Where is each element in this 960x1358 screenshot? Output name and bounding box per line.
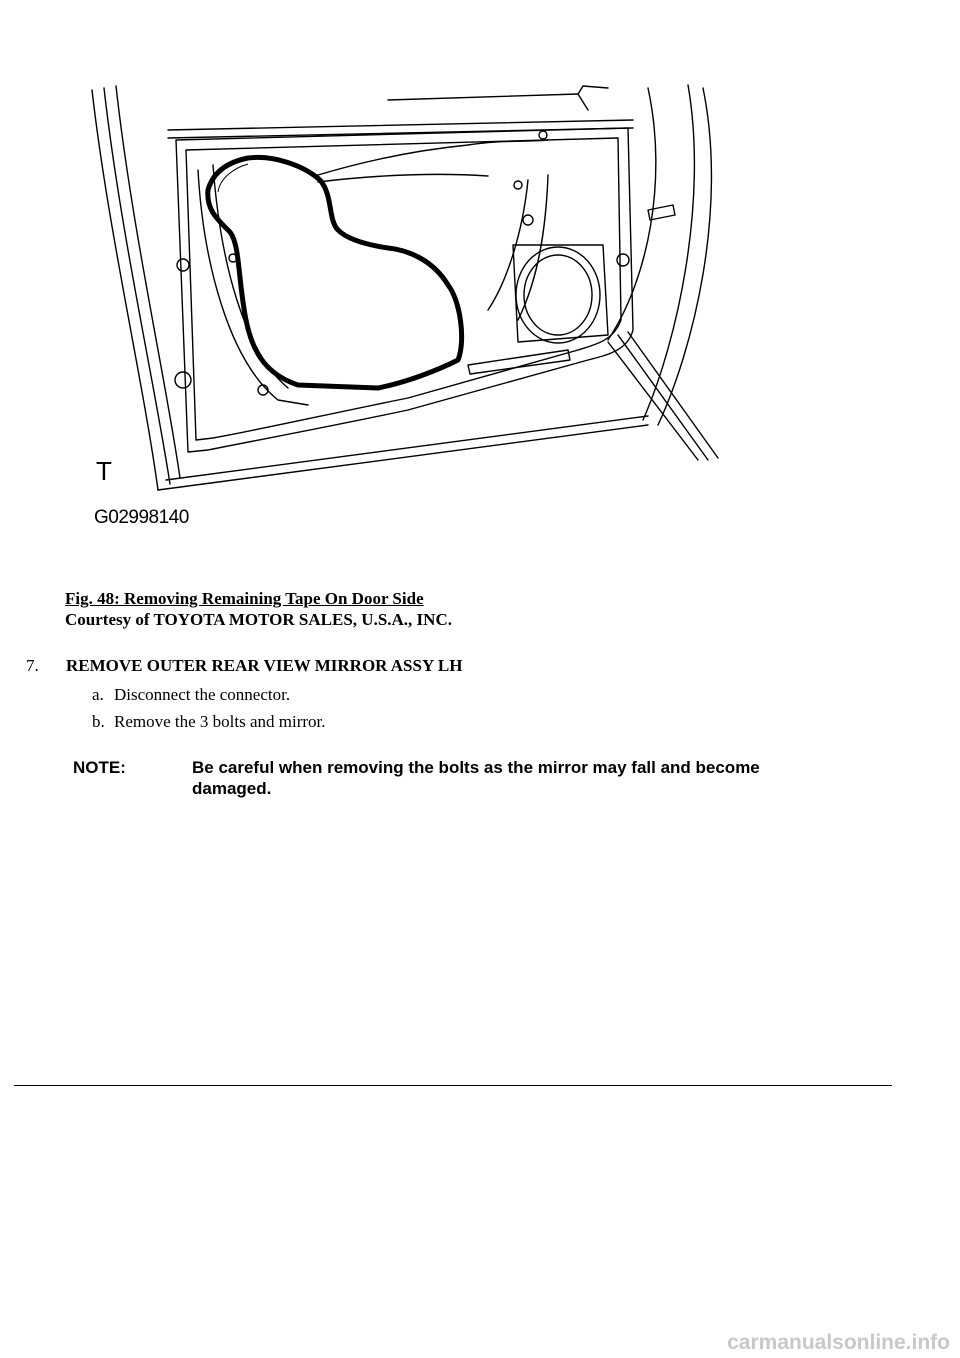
- figure-credit: Courtesy of TOYOTA MOTOR SALES, U.S.A., INC.: [65, 610, 452, 629]
- figure-caption: [65, 588, 452, 630]
- site-watermark: carmanualsonline.info: [727, 1331, 950, 1354]
- step-heading: REMOVE OUTER REAR VIEW MIRROR ASSY LH: [66, 656, 463, 675]
- step-7: [26, 655, 462, 676]
- substep-letter: a.: [92, 685, 104, 704]
- door-panel-drawing: [88, 80, 728, 540]
- page-divider: [14, 1085, 892, 1086]
- figure-code: G02998140: [94, 507, 189, 528]
- step-number: 7.: [26, 656, 39, 675]
- note-label: NOTE:: [73, 758, 126, 777]
- note-text: Be careful when removing the bolts as the mirror may fall and become damaged.: [192, 758, 760, 798]
- substep-item: [92, 684, 326, 711]
- figure-title: Fig. 48: Removing Remaining Tape On Door Side: [65, 589, 424, 608]
- substep-list: [92, 684, 326, 738]
- substep-text: Remove the 3 bolts and mirror.: [114, 712, 326, 731]
- substep-text: Disconnect the connector.: [114, 685, 291, 704]
- figure-orientation-letter: T: [96, 456, 112, 486]
- substep-letter: b.: [92, 712, 105, 731]
- door-panel-illustration: [88, 80, 728, 540]
- substep-item: [92, 711, 326, 738]
